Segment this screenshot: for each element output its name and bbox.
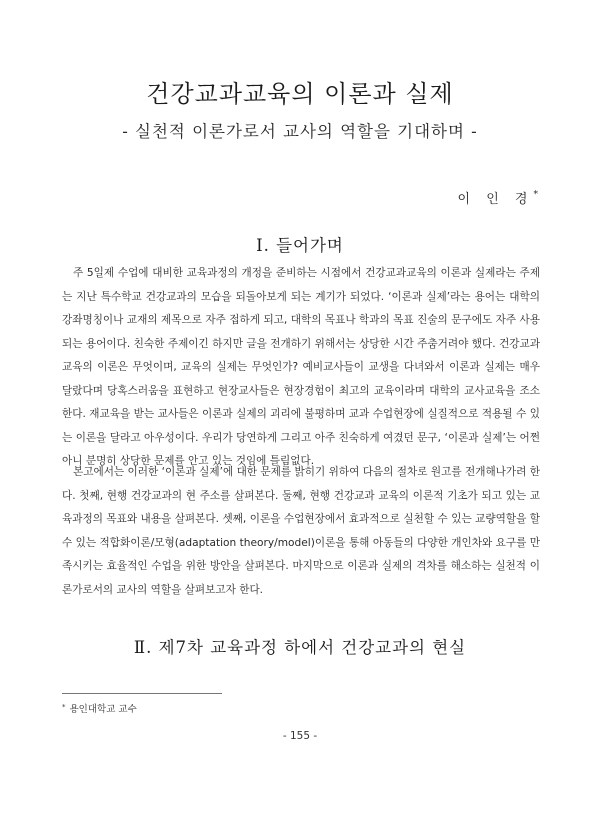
- footnote-divider: [62, 693, 222, 694]
- author-footnote-marker: *: [533, 190, 538, 200]
- document-subtitle: - 실천적 이론가로서 교사의 역할을 기대하며 -: [122, 122, 478, 141]
- author-name-text: 이 인 경: [457, 192, 534, 207]
- section-heading-curriculum: Ⅱ. 제7차 교육과정 하에서 건강교과의 현실: [133, 638, 467, 657]
- footnote: [62, 701, 137, 715]
- author-name: [458, 188, 538, 207]
- body-paragraph: [62, 461, 540, 602]
- footnote-text: 용인대학교 교수: [69, 704, 137, 715]
- paragraph-text: 주 5일제 수업에 대비한 교육과정의 개정을 준비하는 시점에서 건강교과교육의 이론과 실제라는 주제는 지난 특수학교 건강교과의 모습을 되돌아보게 되는 계기가 되었다. ‘이론과 실제’라는 용어는 대학의 강좌명칭이나 교재의 제목으로 자주 접하게 되고, 대학의 목표나 학과의 목표 진술의 문구에도 자주 사용되는 용어이다. 친숙한 주제이긴 하지만 글을 전개하기 위해서는 상당한 시간 주춤거려야 했다. 건강교과교육의 이론은 무엇이며, 교육의 실제는 무엇인가? 예비교사들이 교생을 다녀와서 이론과 실제는 매우 달랐다며 당혹스러움을 표현하고 현장교사들은 현장경험이 최고의 교육이라며 대학의 교사교육을 조소한다. 재교육을 받는 교사들은 이론과 실제의 괴리에 불평하며 교과 수업현장에 실질적으로 적용될 수 있는 이론을 달라고 아우성이다. 우리가 당연하게 그리고 아주 친숙하게 여겼던 문구, ‘이론과 실제’는 어쩐 아니 분명히 상당한 문제를 안고 있는 것임에 틀림없다.: [62, 267, 540, 467]
- footnote-marker: *: [62, 703, 66, 711]
- document-title: 건강교과교육의 이론과 실제: [146, 80, 454, 108]
- paragraph-text: 본고에서는 이러한 ‘이론과 실제’에 대한 문제를 밝히기 위하여 다음의 절차로 원고를 전개해나가려 한다. 첫째, 현행 건강교과의 현 주소를 살펴본다. 둘째, 현행 건강교과 교육의 이론적 기초가 되고 있는 교육과정의 목표와 내용을 살펴본다. 셋째, 이론을 수업현장에서 효과적으로 실천할 수 있는 교량역할을 할 수 있는 적합화이론/모형(adaptation theory/model)이론을 통해 아동들의 다양한 개인차와 요구를 만족시키는 효율적인 수업을 위한 방안을 살펴본다. 마지막으로 이론과 실제의 격차를 해소하는 실천적 이론가로서의 교사의 역할을 살펴보고자 한다.: [62, 466, 540, 596]
- page-number: - 155 -: [282, 730, 318, 742]
- body-paragraph: [62, 262, 540, 474]
- section-heading-introduction: Ⅰ. 들어가며: [256, 236, 344, 255]
